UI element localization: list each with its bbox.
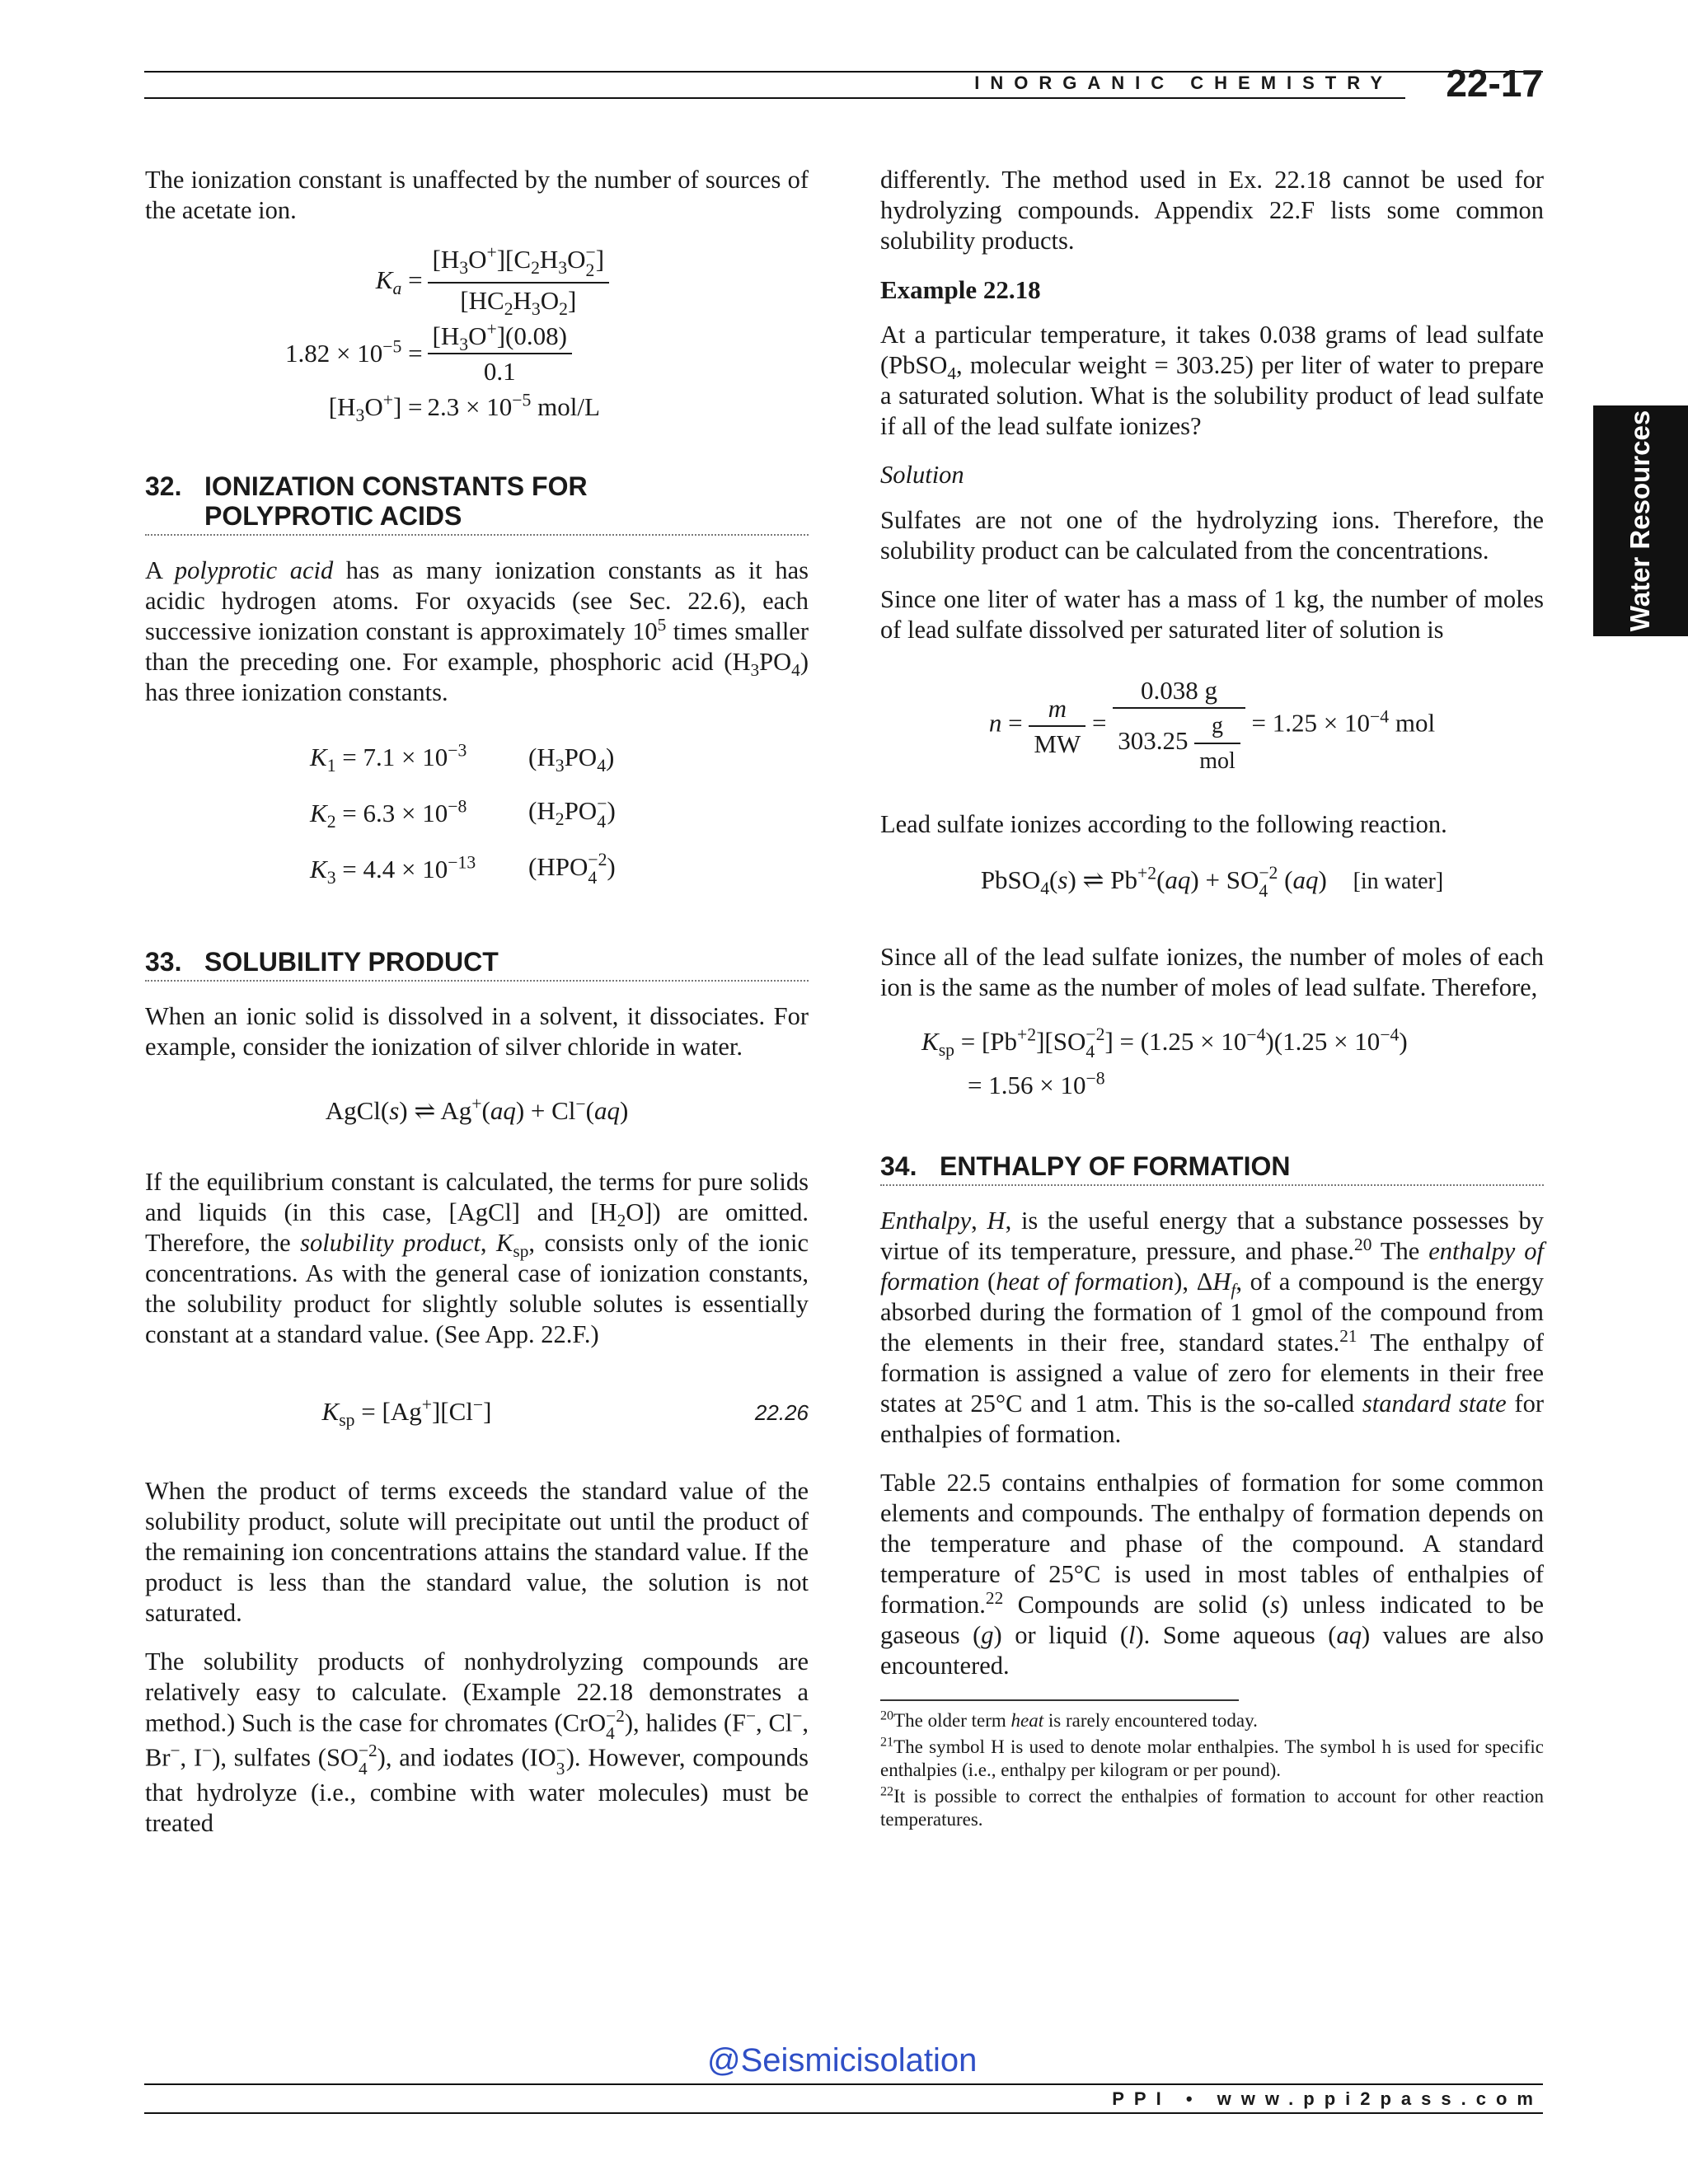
footnote-20: $^{20}$The older term heat is rarely encountered today. xyxy=(880,1708,1258,1732)
equation-number: 22.26 xyxy=(754,1399,809,1425)
section-34-title: ENTHALPY OF FORMATION xyxy=(940,1151,1291,1182)
running-head: INORGANIC CHEMISTRY xyxy=(974,73,1393,93)
solution-paragraph-3: Lead sulfate ionizes according to the following reaction. xyxy=(880,810,1447,838)
solution-paragraph-1: Sulfates are not one of the hydrolyzing ions. Therefore, the solubility product can be calculated from the concentrations. xyxy=(880,506,1544,565)
footer-text: PPI • www.ppi2pass.com xyxy=(1112,2088,1543,2109)
precipitation-paragraph: When the product of terms exceeds the standard value of the solubility product, solute will precipitate out until the product of the remaining ion concentrations attains the standard value. If the product is less than the standard value, the solution is not saturated. xyxy=(145,1476,809,1627)
footnote-21: $^{21}$The symbol H is used to denote molar enthalpies. The symbol h is used for specific enthalpies (i.e., enthalpy per kilogram or per pound). xyxy=(880,1735,1544,1781)
ksp-equation-22-26: $K_{sp} = [Ag^+][Cl^-]$ 22.26 xyxy=(321,1394,809,1430)
intro-paragraph: The ionization constant is unaffected by the number of sources of the acetate ion. xyxy=(145,166,809,224)
ka-value-lhs: $1.82 \times 10^{-5}$ = xyxy=(285,336,423,368)
section-33-number: 33. xyxy=(145,946,182,977)
section-34-number: 34. xyxy=(880,1151,917,1182)
right-column xyxy=(880,165,1544,1835)
watermark: @Seismicisolation xyxy=(707,2042,978,2079)
ka-value-rhs: $\frac{[H_3O^+](0.08)}{0.1}$ xyxy=(428,321,610,387)
ka-equation-block xyxy=(285,242,809,425)
footnote-22: $^{22}$It is possible to correct the enthalpies of formation to account for other reaction temperatures. xyxy=(880,1784,1544,1830)
continued-paragraph: differently. The method used in Ex. 22.18 cannot be used for hydrolyzing compounds. Appendix 22.F lists some common solubility products. xyxy=(880,166,1544,255)
ka-rhs: $[H_3O^+][C_2H_3O$ − 2 ] $[HC_2H_3O_2]$ xyxy=(428,244,610,316)
pbso4-reaction: PbSO$_4$(s) ⇌ $Pb^{+2}(aq)$ + SO −2 4 (aq) [in water] xyxy=(980,863,1444,901)
table-paragraph: Table 22.5 contains enthalpies of formation for some common elements and compounds. The enthalpy of formation depends on the temperature and phase of the compound. A standard temperature of 25°C is used in most tables of enthalpies of formation.$^{22}$ Compounds are solid (s) unless indicated to be gaseous (g) or liquid (l). Some aqueous (aq) values are also encountered. xyxy=(880,1469,1545,1680)
solution-paragraph-2: Since one liter of water has a mass of 1 kg, the number of moles of lead sulfate dissolved per saturated liter of solution is xyxy=(880,585,1544,644)
example-title: Example 22.18 xyxy=(880,275,1041,304)
header-rule-bottom xyxy=(144,97,1405,99)
left-column xyxy=(145,165,809,1857)
section-32-heading xyxy=(145,471,809,536)
in-water-note: [in water] xyxy=(1353,869,1444,894)
moles-equation: n = $\frac{m}{MW}$ = 0.038 g 303.25 $\frac{g}{\text{mol}}$ = $1.25 \times 10^{-4}$ mol xyxy=(988,676,1436,774)
k2-row: $K_2 = 6.3 \times 10^{-8}$ ($H_2PO$ − 4 ) xyxy=(310,793,616,832)
footer-rule-bottom xyxy=(144,2112,1543,2114)
section-33-heading xyxy=(145,947,809,982)
side-tab xyxy=(1593,405,1688,636)
polyprotic-paragraph: A polyprotic acid has as many ionization constants as it has acidic hydrogen atoms. For oxyacids (see Sec. 22.6), each successive ionization constant is approximately $10^5$ times smaller than the preceding one. For example, phosphoric acid $(H_3PO_4)$ has three ionization constants. xyxy=(145,555,809,706)
k3-row: $K_3 = 4.4 \times 10^{-13}$ (HPO −2 4 ) xyxy=(310,849,616,888)
k1-row: $K_1 = 7.1 \times 10^{-3}$ $(H_3PO_4)$ xyxy=(310,740,615,776)
page-number: 22-17 xyxy=(1446,62,1543,105)
footnote-rule xyxy=(880,1699,1239,1701)
ksp-calculation: $K_{sp} = [Pb^{+2}][SO$ −2 4 ] = $(1.25 \times 10^{-4})(1.25 \times 10^{-4})$ = $1.56 \times 10^{-8}$ xyxy=(921,1024,1408,1100)
agcl-equation: AgCl(s) ⇌ Ag+(aq) + Cl−(aq) xyxy=(325,1094,629,1125)
example-statement: At a particular temperature, it takes 0.038 grams of lead sulfate (PbSO$_4$, molecular weight = 303.25) per liter of water to prepare a saturated solution. What is the solubility product of lead sulfate if all of the lead sulfate ionizes? xyxy=(880,321,1544,440)
ionization-constants-list xyxy=(310,729,809,898)
solution-paragraph-4: Since all of the lead sulfate ionizes, the number of moles of each ion is the same as the number of moles of lead sulfate. Therefore, xyxy=(880,942,1544,1001)
section-33-title: SOLUBILITY PRODUCT xyxy=(204,946,499,977)
solubility-product-paragraph: If the equilibrium constant is calculated, the terms for pure solids and liquids (in this case, [AgCl] and $[H_2O]$) are omitted. Therefore, the solubility product, $K_{sp}$, consists only of the ionic concentrations. As with the general case of ionization constants, the solubility product for slightly soluble solutes is essentially constant at a standard value. (See App. 22.F.) xyxy=(145,1167,809,1348)
section-34-heading xyxy=(880,1151,1544,1186)
dissociation-paragraph: When an ionic solid is dissolved in a solvent, it dissociates. For example, consider the ionization of silver chloride in water. xyxy=(145,1001,809,1061)
nonhydrolyzing-paragraph: The solubility products of nonhydrolyzing compounds are relatively easy to calculate. (Example 22.18 demonstrates a method.) Such is the case for chromates (CrO −2 4 ), halides (F−, Cl−, Br−, I−), sulfates (SO −2 4 ), and iodates (IO − 3 ). However, compounds that hydrolyze (i.e., combine with water molecules) must be treated xyxy=(145,1647,809,1837)
enthalpy-paragraph: Enthalpy, H, is the useful energy that a substance possesses by virtue of its temperature, pressure, and phase.$^{20}$ The enthalpy of formation (heat of formation), $\Delta H_f$, of a compound is the energy absorbed during the formation of 1 gmol of the compound from the elements in their free, standard states.$^{21}$ The enthalpy of formation is assigned a value of zero for elements in their free states at 25°C and 1 atm. This is the so-called standard state for enthalpies of formation. xyxy=(880,1207,1545,1449)
section-32-title-line1: IONIZATION CONSTANTS FOR xyxy=(204,471,588,501)
ka-lhs: $K_a$ = xyxy=(375,265,423,298)
h3o-rhs: $2.3 \times 10^{-5}$ mol/L xyxy=(427,390,600,421)
section-32-number: 32. xyxy=(145,471,182,501)
side-tab-label: Water Resources xyxy=(1625,410,1655,632)
section-32-title-line2: POLYPROTIC ACIDS xyxy=(204,500,462,531)
solution-label: Solution xyxy=(880,461,964,489)
footer-rule-top xyxy=(144,2083,1543,2085)
h3o-lhs: $[H_3O^+]$ = xyxy=(328,390,423,425)
